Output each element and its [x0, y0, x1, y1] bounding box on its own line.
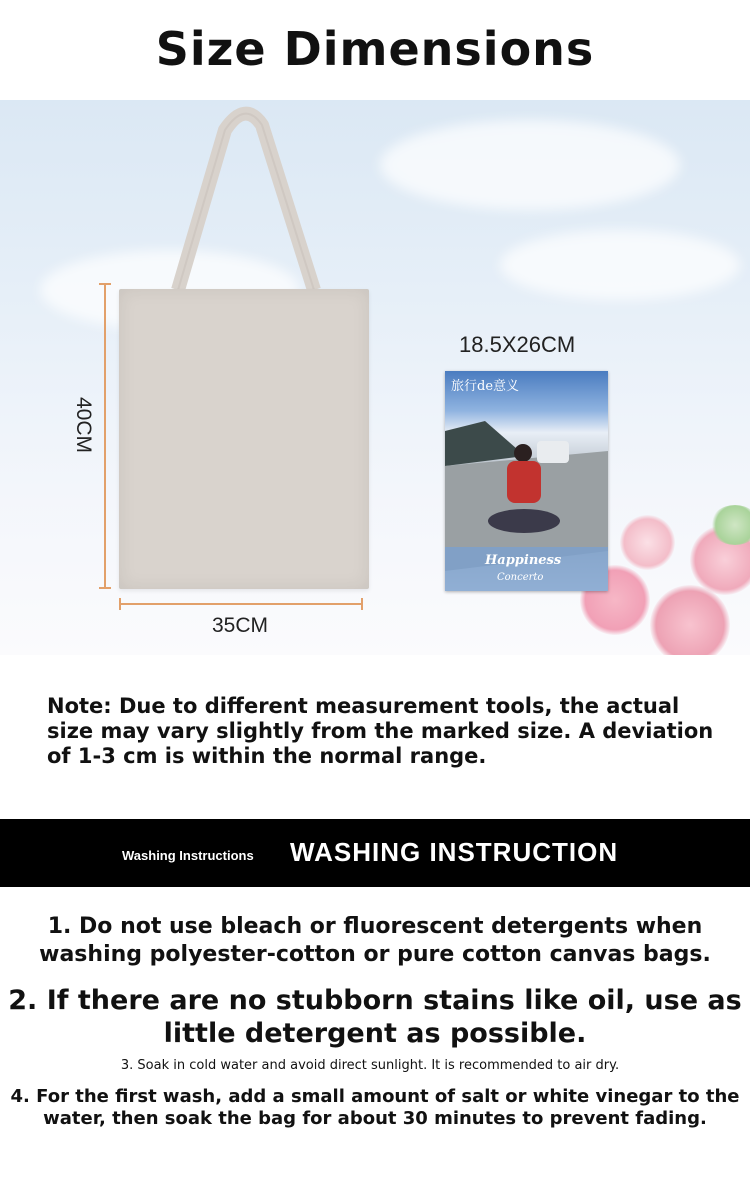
book-cover-top-text: 旅行de意义 [451, 379, 520, 394]
measurement-note: Note: Due to different measurement tools, the actual size may vary slightly from the marked size. A deviation of 1-3 cm is within the normal range. [47, 694, 714, 768]
page-title: Size Dimensions [155, 22, 595, 76]
width-dimension-line [117, 596, 367, 612]
height-dimension-line [95, 280, 115, 592]
instruction-2: 2. If there are no stubborn stains like oil, use as little detergent as possible. [8, 985, 742, 1049]
instruction-3: 3. Soak in cold water and avoid direct sunlight. It is recommended to air dry. [120, 1058, 620, 1073]
height-label: 40CM [72, 396, 95, 454]
washing-small-label: Washing Instructions [122, 848, 254, 863]
instruction-4: 4. For the first wash, add a small amount of salt or white vinegar to the water, then soak the bag for about 30 minutes to prevent fading. [10, 1086, 740, 1129]
book-cover [445, 371, 608, 591]
width-label: 35CM [212, 614, 269, 637]
tote-bag [119, 289, 369, 589]
washing-big-label: WASHING INSTRUCTION [290, 837, 619, 867]
washing-header-band [0, 819, 750, 887]
book-size-label: 18.5X26CM [459, 332, 576, 357]
instruction-1: 1. Do not use bleach or fluorescent detergents when washing polyester-cotton or pure cotton canvas bags. [39, 914, 711, 967]
book-cover-title: Happiness [485, 553, 562, 568]
book-cover-subtitle: Concerto [497, 572, 544, 583]
